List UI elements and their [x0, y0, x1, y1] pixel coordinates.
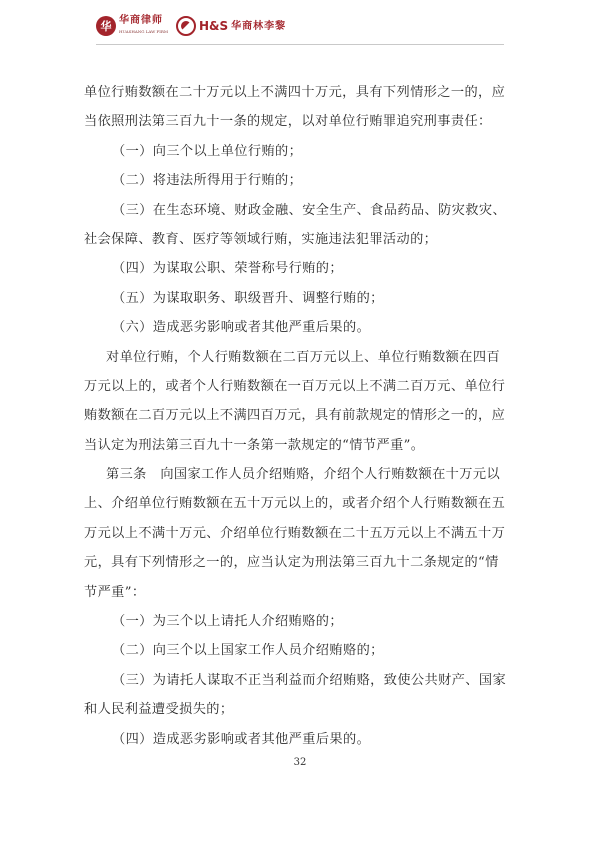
text-line: 元，具有下列情形之一的，应当认定为刑法第三百九十二条规定的“情	[84, 555, 499, 571]
page-number: 32	[293, 757, 307, 768]
list-item: （三）为请托人谋取不正当利益而介绍贿赂，致使公共财产、国家	[112, 672, 507, 688]
text-line: 贿数额在二百万元以上不满四百万元，具有前款规定的情形之一的，应	[84, 408, 506, 424]
page-header	[96, 12, 286, 40]
list-item: （一）为三个以上请托人介绍贿赂的；	[112, 614, 343, 630]
list-item: （三）在生态环境、财政金融、安全生产、食品药品、防灾救灾、	[112, 202, 507, 218]
text-line: 社会保障、教育、医疗等领域行贿，实施违法犯罪活动的；	[84, 231, 438, 247]
text-line: 万元以上的，或者个人行贿数额在一百万元以上不满二百万元、单位行	[84, 378, 506, 394]
list-item: （五）为谋取职务、职级晋升、调整行贿的；	[112, 290, 384, 306]
list-item: （二）将违法所得用于行贿的；	[112, 173, 303, 189]
text-line: 当依照刑法第三百九十一条的规定，以对单位行贿罪追究刑事责任：	[84, 114, 492, 130]
list-item: （四）为谋取公职、荣誉称号行贿的；	[112, 261, 343, 277]
list-item: （二）向三个以上国家工作人员介绍贿赂的；	[112, 643, 384, 659]
list-item: （六）造成恶劣影响或者其他严重后果的。	[112, 320, 371, 336]
article-heading-line: 第三条 向国家工作人员介绍贿赂，介绍个人行贿数额在十万元以	[106, 467, 501, 483]
huashang-logo	[96, 15, 168, 37]
hs-logo-icon	[176, 16, 196, 36]
header-divider	[96, 44, 504, 45]
huashang-logo-text: 华商律师 HUASHANG LAW FIRM	[119, 15, 168, 34]
hs-logo-mark: H&S	[198, 19, 229, 33]
huashang-logo-icon: 华	[96, 16, 116, 36]
text-line: 和人民利益遭受损失的；	[84, 702, 234, 718]
paragraph-start: 对单位行贿，个人行贿数额在二百万元以上、单位行贿数额在四百	[106, 349, 501, 365]
text-line: 上、介绍单位行贿数额在五十万元以上的，或者介绍个人行贿数额在五	[84, 496, 506, 512]
list-item: （四）造成恶劣影响或者其他严重后果的。	[112, 731, 371, 747]
text-line: 当认定为刑法第三百九十一条第一款规定的“情节严重”。	[84, 437, 425, 453]
text-line: 节严重”：	[84, 584, 146, 600]
list-item: （一）向三个以上单位行贿的；	[112, 143, 303, 159]
hs-logo	[176, 16, 286, 36]
hs-logo-text: 华商林李黎	[231, 20, 287, 32]
document-body	[84, 78, 524, 754]
text-line: 单位行贿数额在二十万元以上不满四十万元，具有下列情形之一的，应	[84, 85, 506, 100]
text-line: 万元以上不满十万元、介绍单位行贿数额在二十五万元以上不满五十万	[84, 525, 506, 541]
